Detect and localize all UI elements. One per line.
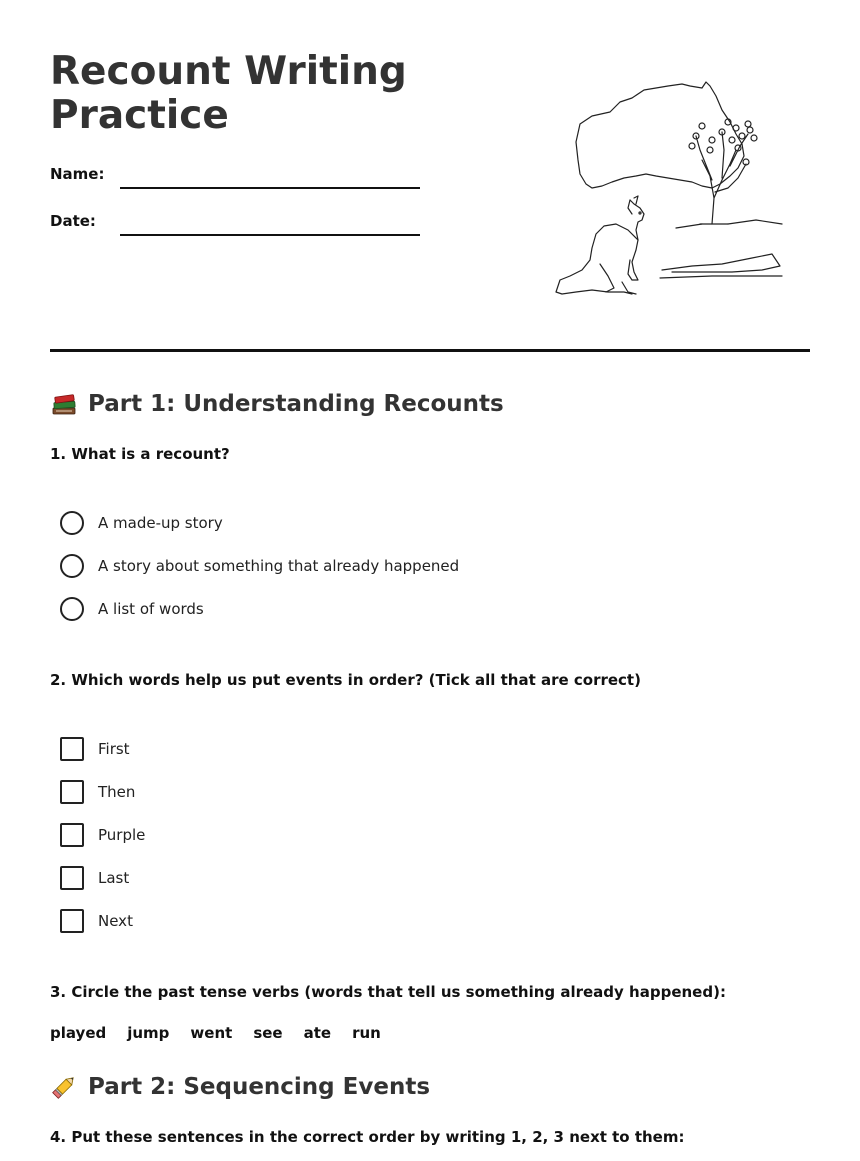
q2-option-4[interactable] [60,866,129,890]
name-field[interactable] [120,187,420,189]
checkbox[interactable] [60,909,84,933]
part1-title [50,389,504,419]
radio-button[interactable] [60,597,84,621]
q2-option-2[interactable] [60,780,135,804]
verb-word[interactable]: ate [303,1024,332,1042]
option-label: A list of words [98,600,204,618]
q1-option-2[interactable] [60,554,459,578]
radio-button[interactable] [60,511,84,535]
option-label: Last [98,869,130,887]
q2-option-1[interactable] [60,737,130,761]
books-icon [50,390,78,418]
option-label: Next [98,912,133,930]
pencil-icon [50,1073,78,1101]
question-2: 2. Which words help us put events in order? (Tick all that are correct) [50,671,641,689]
date-label: Date: [50,212,96,230]
part1-title-text: Part 1: Understanding Recounts [88,391,504,417]
title-line-2: Practice [50,93,229,138]
verb-word[interactable]: jump [127,1024,170,1042]
question-1: 1. What is a recount? [50,445,230,463]
q2-option-5[interactable] [60,909,133,933]
option-label: A story about something that already happened [98,557,460,575]
title-line-1: Recount Writing [50,49,407,94]
question-4: 4. Put these sentences in the correct order by writing 1, 2, 3 next to them: [50,1128,685,1146]
q1-option-1[interactable] [60,511,223,535]
checkbox[interactable] [60,737,84,761]
option-label: A made-up story [98,514,223,532]
name-label: Name: [50,165,105,183]
checkbox[interactable] [60,823,84,847]
part2-title-text: Part 2: Sequencing Events [88,1074,431,1100]
header-divider [50,349,810,352]
verb-list [50,1024,381,1042]
page-title [50,50,470,138]
question-3: 3. Circle the past tense verbs (words that tell us something already happened): [50,983,726,1001]
verb-word[interactable]: played [50,1024,107,1042]
date-field[interactable] [120,234,420,236]
option-label: Purple [98,826,146,844]
part2-title [50,1072,430,1102]
verb-word[interactable]: run [352,1024,381,1042]
option-label: First [98,740,130,758]
checkbox[interactable] [60,866,84,890]
q2-option-3[interactable] [60,823,145,847]
radio-button[interactable] [60,554,84,578]
option-label: Then [98,783,136,801]
verb-word[interactable]: went [190,1024,233,1042]
checkbox[interactable] [60,780,84,804]
q1-option-3[interactable] [60,597,204,621]
verb-word[interactable]: see [253,1024,283,1042]
australia-kangaroo-tree-illustration [552,80,792,302]
